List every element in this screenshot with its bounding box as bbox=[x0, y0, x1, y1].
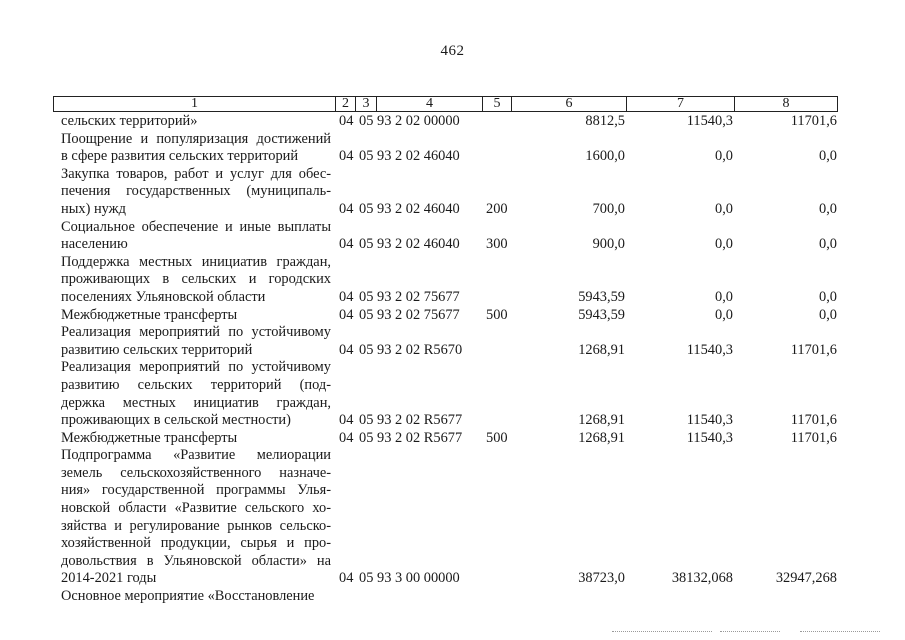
subsection-code: 05 bbox=[359, 570, 374, 587]
target-item-code: 93 2 02 R5677 bbox=[377, 412, 463, 429]
header-cell-7: 7 bbox=[626, 96, 735, 112]
section-code: 04 bbox=[339, 306, 354, 323]
footer-rule bbox=[612, 631, 712, 633]
section-code: 04 bbox=[339, 236, 354, 253]
subsection-code: 05 bbox=[359, 236, 374, 253]
table-row bbox=[0, 430, 905, 448]
table-row bbox=[0, 359, 905, 429]
amount-col-8: 0,0 bbox=[819, 306, 837, 323]
row-description bbox=[61, 588, 331, 606]
amount-col-6: 1600,0 bbox=[585, 148, 625, 165]
description-line: Реализация мероприятий по устойчивому bbox=[61, 359, 331, 376]
description-line: 2014-2021 годы bbox=[61, 570, 157, 587]
header-cell-2: 2 bbox=[335, 96, 356, 112]
description-line: сельских территорий» bbox=[61, 113, 198, 129]
table-row bbox=[0, 324, 905, 359]
target-item-code: 93 2 02 46040 bbox=[377, 200, 460, 217]
table-row bbox=[0, 131, 905, 166]
table-row bbox=[0, 254, 905, 307]
description-line: развитию сельских территорий bbox=[61, 341, 253, 358]
amount-col-7: 0,0 bbox=[715, 236, 733, 253]
target-item-code: 93 2 02 46040 bbox=[377, 148, 460, 165]
row-description bbox=[61, 307, 331, 325]
amount-col-6: 38723,0 bbox=[578, 570, 625, 587]
row-description bbox=[61, 359, 331, 429]
header-cell-8: 8 bbox=[734, 96, 838, 112]
amount-col-8: 11701,6 bbox=[790, 341, 837, 358]
amount-col-8: 11701,6 bbox=[790, 113, 837, 129]
description-line: Межбюджетные трансферты bbox=[61, 306, 238, 323]
row-description bbox=[61, 131, 331, 166]
description-line: ных) нужд bbox=[61, 200, 126, 217]
row-description bbox=[61, 324, 331, 359]
row-description bbox=[61, 219, 331, 254]
row-description bbox=[61, 113, 331, 131]
table-row bbox=[0, 166, 905, 219]
row-description bbox=[61, 447, 331, 588]
row-description bbox=[61, 166, 331, 219]
description-line: ния» государственной программы Улья- bbox=[61, 482, 331, 499]
header-cell-3: 3 bbox=[355, 96, 377, 112]
subsection-code: 05 bbox=[359, 148, 374, 165]
amount-col-8: 0,0 bbox=[819, 148, 837, 165]
amount-col-6: 1268,91 bbox=[578, 429, 625, 446]
amount-col-6: 5943,59 bbox=[578, 288, 625, 305]
expense-type-code: 500 bbox=[486, 429, 508, 446]
target-item-code: 93 3 00 00000 bbox=[377, 570, 460, 587]
table-row bbox=[0, 447, 905, 588]
section-code: 04 bbox=[339, 113, 354, 129]
page-number: 462 bbox=[440, 43, 465, 59]
amount-col-8: 11701,6 bbox=[790, 412, 837, 429]
description-line: Реализация мероприятий по устойчивому bbox=[61, 324, 331, 341]
description-line: довольствия в Ульяновской области» на bbox=[61, 552, 331, 569]
table-row bbox=[0, 113, 905, 131]
description-line: держка местных инициатив граждан, bbox=[61, 394, 331, 411]
section-code: 04 bbox=[339, 148, 354, 165]
subsection-code: 05 bbox=[359, 306, 374, 323]
header-cell-1: 1 bbox=[53, 96, 336, 112]
table-row bbox=[0, 307, 905, 325]
amount-col-8: 11701,6 bbox=[790, 429, 837, 446]
amount-col-7: 11540,3 bbox=[686, 113, 733, 129]
header-cell-6: 6 bbox=[511, 96, 627, 112]
description-line: поселениях Ульяновской области bbox=[61, 288, 266, 305]
table-row bbox=[0, 588, 905, 606]
subsection-code: 05 bbox=[359, 288, 374, 305]
table-row bbox=[0, 219, 905, 254]
row-description bbox=[61, 254, 331, 307]
subsection-code: 05 bbox=[359, 200, 374, 217]
amount-col-8: 0,0 bbox=[819, 236, 837, 253]
description-line: Поощрение и популяризация достижений bbox=[61, 130, 331, 147]
description-line: Основное мероприятие «Восстановление bbox=[61, 588, 315, 605]
description-line: Закупка товаров, работ и услуг для обес- bbox=[61, 165, 331, 182]
description-line: Межбюджетные трансферты bbox=[61, 429, 238, 446]
footer-rule bbox=[800, 631, 880, 633]
description-line: проживающих в сельской местности) bbox=[61, 412, 291, 429]
target-item-code: 93 2 02 75677 bbox=[377, 288, 460, 305]
expense-type-code: 300 bbox=[486, 236, 508, 253]
target-item-code: 93 2 02 46040 bbox=[377, 236, 460, 253]
amount-col-6: 700,0 bbox=[592, 200, 625, 217]
amount-col-7: 11540,3 bbox=[686, 341, 733, 358]
amount-col-7: 38132,068 bbox=[671, 570, 733, 587]
header-cell-5: 5 bbox=[482, 96, 512, 112]
description-line: Подпрограмма «Развитие мелиорации bbox=[61, 447, 331, 464]
amount-col-6: 5943,59 bbox=[578, 306, 625, 323]
expense-type-code: 200 bbox=[486, 200, 508, 217]
amount-col-7: 0,0 bbox=[715, 148, 733, 165]
amount-col-8: 0,0 bbox=[819, 288, 837, 305]
amount-col-6: 1268,91 bbox=[578, 412, 625, 429]
description-line: населению bbox=[61, 236, 128, 253]
amount-col-8: 0,0 bbox=[819, 200, 837, 217]
description-line: в сфере развития сельских территорий bbox=[61, 148, 299, 165]
amount-col-7: 0,0 bbox=[715, 306, 733, 323]
section-code: 04 bbox=[339, 412, 354, 429]
description-line: зяйства и регулирование рынков сельско- bbox=[61, 517, 331, 534]
description-line: земель сельскохозяйственного назначе- bbox=[61, 464, 331, 481]
section-code: 04 bbox=[339, 570, 354, 587]
target-item-code: 93 2 02 75677 bbox=[377, 306, 460, 323]
amount-col-7: 11540,3 bbox=[686, 429, 733, 446]
target-item-code: 93 2 02 R5677 bbox=[377, 429, 463, 446]
section-code: 04 bbox=[339, 341, 354, 358]
amount-col-7: 0,0 bbox=[715, 288, 733, 305]
amount-col-7: 0,0 bbox=[715, 200, 733, 217]
description-line: Поддержка местных инициатив граждан, bbox=[61, 253, 331, 270]
section-code: 04 bbox=[339, 429, 354, 446]
subsection-code: 05 bbox=[359, 113, 374, 129]
amount-col-6: 8812,5 bbox=[585, 113, 625, 129]
amount-col-8: 32947,268 bbox=[775, 570, 837, 587]
target-item-code: 93 2 02 00000 bbox=[377, 113, 460, 129]
subsection-code: 05 bbox=[359, 412, 374, 429]
description-line: развитию сельских территорий (под- bbox=[61, 376, 331, 393]
description-line: печения государственных (муниципаль- bbox=[61, 183, 331, 200]
description-line: проживающих в сельских и городских bbox=[61, 271, 331, 288]
amount-col-7: 11540,3 bbox=[686, 412, 733, 429]
description-line: хозяйственной продукции, сырья и про- bbox=[61, 535, 331, 552]
subsection-code: 05 bbox=[359, 341, 374, 358]
row-description bbox=[61, 430, 331, 448]
description-line: Социальное обеспечение и иные выплаты bbox=[61, 218, 331, 235]
subsection-code: 05 bbox=[359, 429, 374, 446]
target-item-code: 93 2 02 R5670 bbox=[377, 341, 463, 358]
section-code: 04 bbox=[339, 200, 354, 217]
expense-type-code: 500 bbox=[486, 306, 508, 323]
table-body bbox=[0, 113, 905, 606]
section-code: 04 bbox=[339, 288, 354, 305]
amount-col-6: 1268,91 bbox=[578, 341, 625, 358]
amount-col-6: 900,0 bbox=[592, 236, 625, 253]
header-cell-4: 4 bbox=[376, 96, 483, 112]
description-line: новской области «Развитие сельского хо- bbox=[61, 500, 331, 517]
footer-rule bbox=[720, 631, 780, 633]
